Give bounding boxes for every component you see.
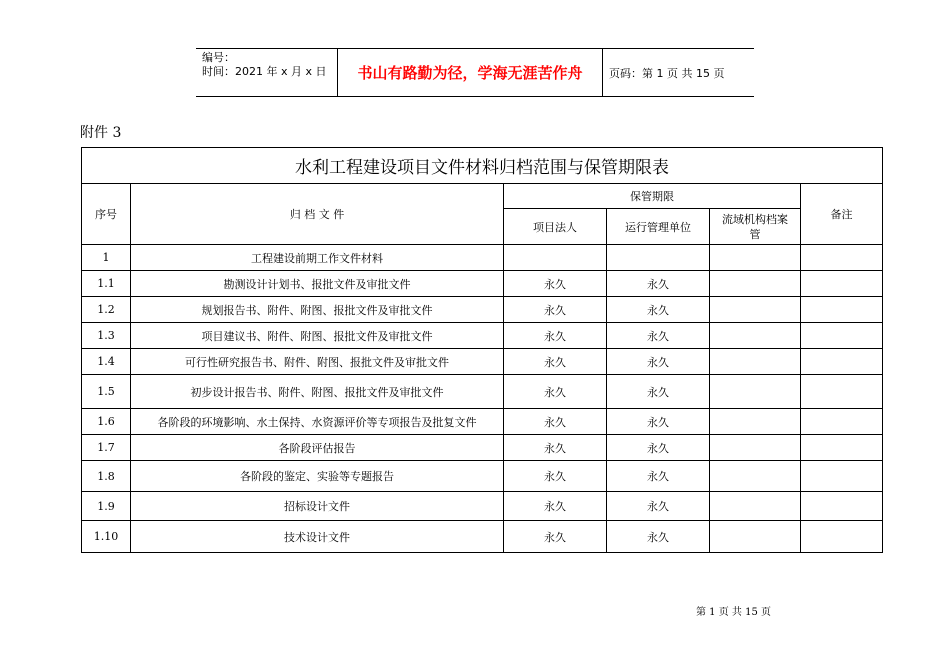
row-document: 初步设计报告书、附件、附图、报批文件及审批文件 — [131, 375, 504, 409]
header-operator: 运行管理单位 — [607, 209, 710, 245]
row-basin-retention — [710, 492, 801, 521]
header-basin: 流域机构档案管 — [710, 209, 801, 245]
row-owner-retention: 永久 — [504, 435, 607, 461]
row-owner-retention: 永久 — [504, 271, 607, 297]
row-operator-retention: 永久 — [607, 297, 710, 323]
row-document: 各阶段评估报告 — [131, 435, 504, 461]
row-number: 1.9 — [82, 492, 131, 521]
row-owner-retention: 永久 — [504, 521, 607, 553]
header-owner: 项目法人 — [504, 209, 607, 245]
row-operator-retention: 永久 — [607, 492, 710, 521]
row-document: 技术设计文件 — [131, 521, 504, 553]
row-basin-retention — [710, 375, 801, 409]
row-notes — [801, 323, 883, 349]
motto: 书山有路勤为径，学海无涯苦作舟 — [338, 49, 603, 96]
row-number: 1.8 — [82, 461, 131, 492]
row-document: 各阶段的环境影响、水土保持、水资源评价等专项报告及批复文件 — [131, 409, 504, 435]
number-label: 编号： — [202, 51, 235, 64]
row-number: 1.10 — [82, 521, 131, 553]
row-number: 1 — [82, 245, 131, 271]
row-owner-retention: 永久 — [504, 409, 607, 435]
row-document: 招标设计文件 — [131, 492, 504, 521]
row-basin-retention — [710, 435, 801, 461]
row-operator-retention: 永久 — [607, 271, 710, 297]
table-row — [82, 409, 883, 435]
document-header — [196, 48, 754, 97]
page-footer: 第 1 页 共 15 页 — [696, 607, 771, 618]
row-basin-retention — [710, 323, 801, 349]
row-basin-retention — [710, 271, 801, 297]
page-code: 页码：第 1 页 共 15 页 — [609, 66, 725, 80]
row-owner-retention: 永久 — [504, 349, 607, 375]
table-row — [82, 323, 883, 349]
row-document: 工程建设前期工作文件材料 — [131, 245, 504, 271]
table-row — [82, 375, 883, 409]
retention-table — [81, 147, 883, 553]
row-number: 1.4 — [82, 349, 131, 375]
row-document: 项目建议书、附件、附图、报批文件及审批文件 — [131, 323, 504, 349]
row-document: 可行性研究报告书、附件、附图、报批文件及审批文件 — [131, 349, 504, 375]
table-row — [82, 297, 883, 323]
row-operator-retention: 永久 — [607, 521, 710, 553]
row-notes — [801, 349, 883, 375]
table-row — [82, 245, 883, 271]
row-notes — [801, 375, 883, 409]
row-notes — [801, 521, 883, 553]
row-notes — [801, 245, 883, 271]
row-document: 各阶段的鉴定、实验等专题报告 — [131, 461, 504, 492]
row-document: 规划报告书、附件、附图、报批文件及审批文件 — [131, 297, 504, 323]
row-number: 1.7 — [82, 435, 131, 461]
table-row — [82, 271, 883, 297]
row-operator-retention: 永久 — [607, 409, 710, 435]
row-number: 1.6 — [82, 409, 131, 435]
row-notes — [801, 435, 883, 461]
table-title: 水利工程建设项目文件材料归档范围与保管期限表 — [82, 148, 883, 184]
table-row — [82, 492, 883, 521]
row-owner-retention: 永久 — [504, 492, 607, 521]
row-number: 1.3 — [82, 323, 131, 349]
row-operator-retention: 永久 — [607, 375, 710, 409]
row-number: 1.2 — [82, 297, 131, 323]
row-number: 1.1 — [82, 271, 131, 297]
time-label: 时间：2021 年 x 月 x 日 — [202, 65, 327, 78]
row-basin-retention — [710, 461, 801, 492]
row-operator-retention — [607, 245, 710, 271]
header-seq: 序号 — [82, 184, 131, 245]
row-basin-retention — [710, 409, 801, 435]
row-operator-retention: 永久 — [607, 349, 710, 375]
row-basin-retention — [710, 245, 801, 271]
header-meta-cell — [196, 49, 338, 96]
table-row — [82, 521, 883, 553]
row-notes — [801, 409, 883, 435]
row-operator-retention: 永久 — [607, 461, 710, 492]
row-notes — [801, 271, 883, 297]
row-basin-retention — [710, 349, 801, 375]
row-number: 1.5 — [82, 375, 131, 409]
table-row — [82, 461, 883, 492]
row-document: 勘测设计计划书、报批文件及审批文件 — [131, 271, 504, 297]
header-notes: 备注 — [801, 184, 883, 245]
row-owner-retention: 永久 — [504, 297, 607, 323]
attachment-label: 附件 3 — [80, 125, 122, 141]
row-operator-retention: 永久 — [607, 435, 710, 461]
row-notes — [801, 492, 883, 521]
row-notes — [801, 461, 883, 492]
row-owner-retention: 永久 — [504, 375, 607, 409]
row-notes — [801, 297, 883, 323]
row-basin-retention — [710, 297, 801, 323]
header-retention: 保管期限 — [504, 184, 801, 209]
row-operator-retention: 永久 — [607, 323, 710, 349]
row-owner-retention: 永久 — [504, 323, 607, 349]
row-basin-retention — [710, 521, 801, 553]
header-doc: 归 档 文 件 — [131, 184, 504, 245]
table-row — [82, 349, 883, 375]
row-owner-retention — [504, 245, 607, 271]
table-row — [82, 435, 883, 461]
row-owner-retention: 永久 — [504, 461, 607, 492]
